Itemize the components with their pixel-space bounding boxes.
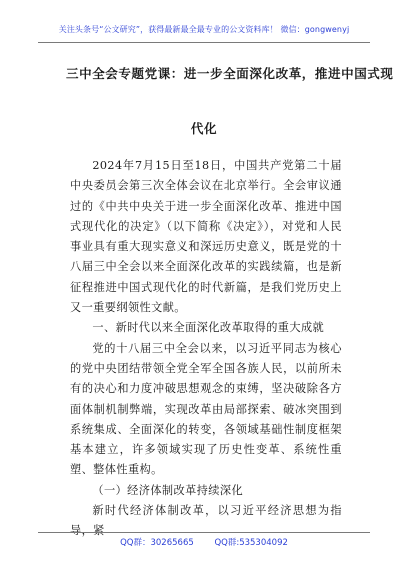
footer-qq-group-1: QQ群：30265665 xyxy=(120,538,194,548)
header-divider xyxy=(38,42,370,43)
body-paragraph-achievements: 党的十八届三中全会以来，以习近平同志为核心的党中央团结带领全党全军全国各族人民，以前所未有的决心和力度冲破思想观念的束缚，坚决破除各方面体制机制弊端，实现改革由局部探索、破冰突围到系统集成、全面深化的转变，各领域基础性制度框架基本建立，许多领域实现了历史性变革、系统性重塑、整体性重构。 xyxy=(70,341,342,477)
header-promo-note: 关注头条号“公文研究”，获得最新最全最专业的公文资料库！ 微信：gongwenyj xyxy=(58,25,350,34)
footer-qq-groups xyxy=(0,536,408,548)
section-heading-1: 一、新时代以来全面深化改革取得的重大成就 xyxy=(92,321,325,335)
document-title-line-2: 代化 xyxy=(190,121,218,136)
footer-divider xyxy=(38,532,370,533)
document-title-line-1: 三中全会专题党课：进一步全面深化改革，推进中国式现 xyxy=(66,66,394,81)
body-paragraph-intro: 2024年7月15日至18日，中国共产党第二十届中央委员会第三次全体会议在北京举行。全会审议通过的《中共中央关于进一步全面深化改革、推进中国式现代化的决定》（以下简称《决定》），对党和人民事业具有重大现实意义和深远历史意义，既是党的十八届三中全会以来全面深化改革的实践续篇，也是新征程推进中国式现代化的时代新篇，是我们党历史上又一重要纲领性文献。 xyxy=(70,159,342,315)
subsection-heading-1: （一）经济体制改革持续深化 xyxy=(92,483,244,497)
footer-qq-group-2: QQ群:535304092 xyxy=(214,538,288,548)
document-body xyxy=(70,156,342,542)
body-paragraph-economic-reform: 新时代经济体制改革，以习近平经济思想为指导，紧 xyxy=(70,504,342,538)
